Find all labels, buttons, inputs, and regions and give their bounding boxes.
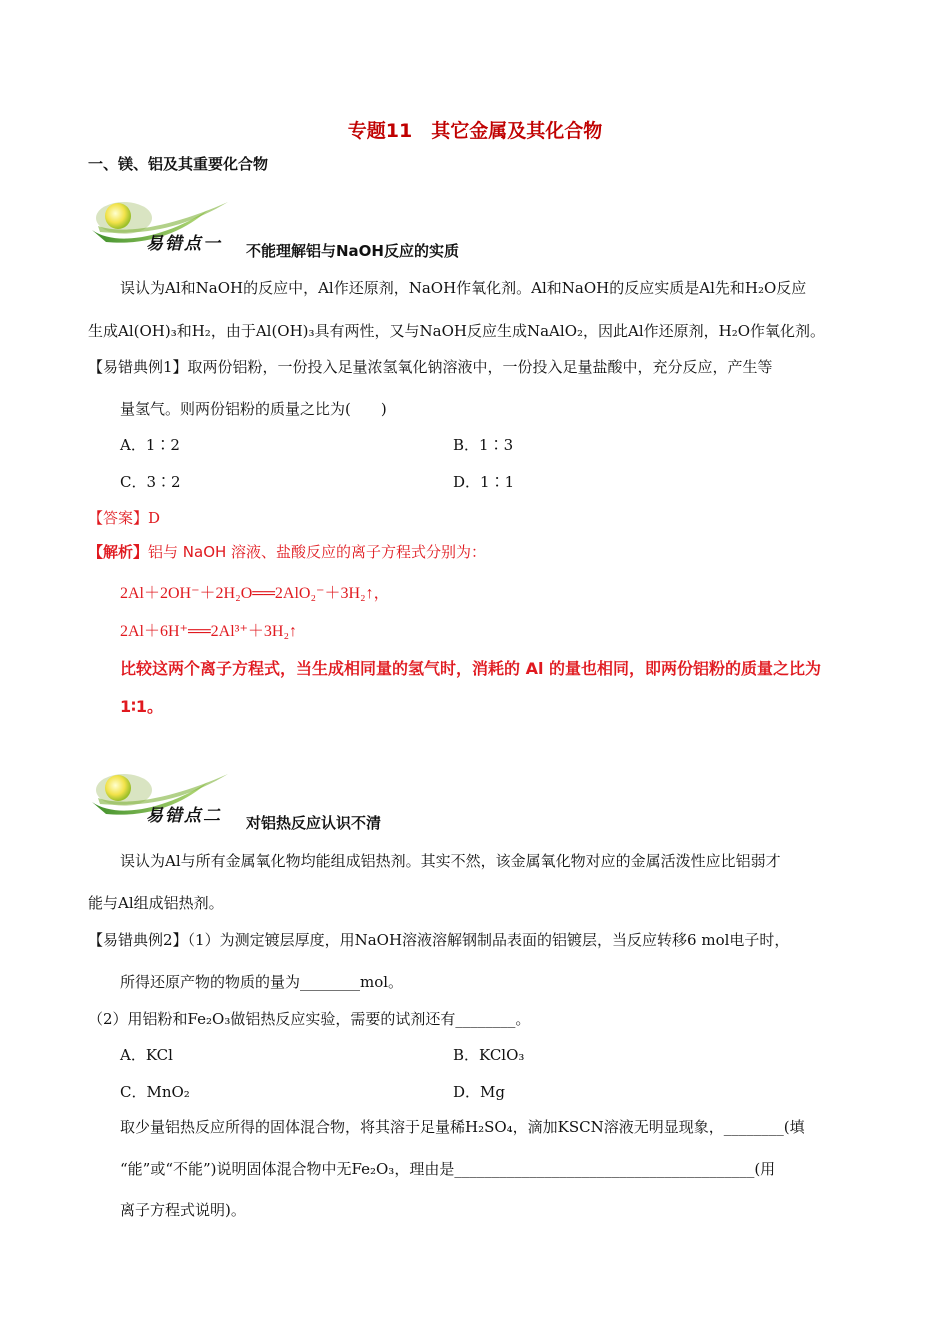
- option-a: A．KCl: [120, 1046, 173, 1064]
- option-c: C．3∶2: [120, 473, 181, 491]
- section-heading: 一、镁、铝及其重要化合物: [88, 155, 269, 173]
- option-b: B．KClO₃: [453, 1046, 525, 1064]
- analysis-text: 铝与 NaOH 溶液、盐酸反应的离子方程式分别为：: [148, 543, 487, 561]
- example-question: 【易错典例1】取两份铝粉，一份投入足量浓氢氧化钠溶液中，一份投入足量盐酸中，充分反应，产生等: [88, 358, 773, 376]
- badge-point-2: [88, 768, 238, 830]
- option-c: C．MnO₂: [120, 1083, 190, 1101]
- analysis-label: 【解析】: [88, 543, 149, 561]
- equation-2: 2Al＋6H⁺══2Al³⁺＋3H₂↑: [120, 623, 298, 640]
- explanation-text: 能与Al组成铝热剂。: [88, 894, 224, 912]
- page-title: 专题11 其它金属及其化合物: [347, 120, 603, 142]
- followup-text: 离子方程式说明)。: [120, 1201, 246, 1219]
- explanation-text: 误认为Al和NaOH的反应中，Al作还原剂，NaOH作氧化剂。Al和NaOH的反应实质是Al先和H₂O反应: [120, 279, 807, 297]
- explanation-text: 生成Al(OH)₃和H₂，由于Al(OH)₃具有两性，又与NaOH反应生成NaAlO₂，因此Al作还原剂，H₂O作氧化剂。: [88, 322, 826, 340]
- equation-1: 2Al＋2OH⁻＋2H₂O══2AlO₂⁻＋3H₂↑，: [120, 585, 390, 602]
- question-2: （2）用铝粉和Fe₂O₃做铝热反应实验，需要的试剂还有________。: [88, 1010, 531, 1028]
- option-d: D．1∶1: [453, 473, 515, 491]
- example-question: 量氢气。则两份铝粉的质量之比为( ): [120, 400, 387, 418]
- option-a: A．1∶2: [120, 436, 180, 454]
- topic-title: 对铝热反应认识不清: [246, 814, 382, 832]
- badge-label: 易错点二: [146, 806, 222, 826]
- example-question: 所得还原产物的物质的量为________mol。: [120, 973, 404, 991]
- conclusion-text: 比较这两个离子方程式，当生成相同量的氢气时，消耗的 Al 的量也相同，即两份铝粉的质量之比为: [120, 659, 822, 678]
- explanation-text: 误认为Al与所有金属氧化物均能组成铝热剂。其实不然，该金属氧化物对应的金属活泼性应比铝弱才: [120, 852, 781, 870]
- badge-label: 易错点一: [146, 234, 222, 254]
- example-question: 【易错典例2】（1）为测定镀层厚度，用NaOH溶液溶解钢制品表面的铝镀层，当反应转移6 mol电子时，: [88, 931, 790, 949]
- followup-text: “能”或“不能”)说明固体混合物中无Fe₂O₃，理由是________________________________________(用: [120, 1160, 776, 1178]
- analysis-line: [88, 541, 486, 562]
- option-b: B．1∶3: [453, 436, 514, 454]
- followup-text: 取少量铝热反应所得的固体混合物，将其溶于足量稀H₂SO₄，滴加KSCN溶液无明显现象，________(填: [120, 1118, 805, 1136]
- badge-point-1: [88, 196, 238, 258]
- option-d: D．Mg: [453, 1083, 505, 1101]
- topic-title: 不能理解铝与NaOH反应的实质: [246, 242, 459, 260]
- answer-label: 【答案】D: [88, 509, 161, 527]
- conclusion-text: 1∶1。: [120, 697, 163, 716]
